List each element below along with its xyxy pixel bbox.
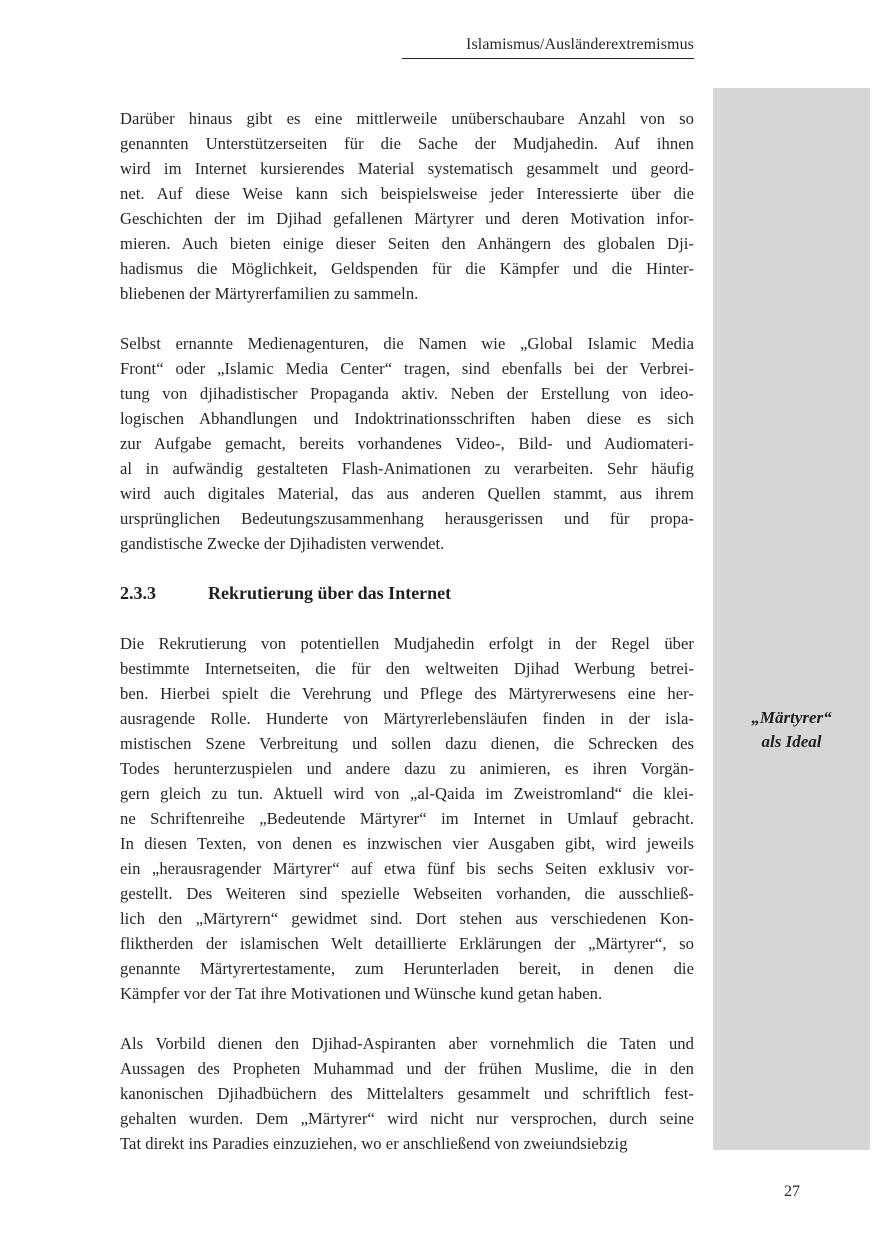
text-line: Tat direkt ins Paradies einzuziehen, wo er anschließend von zweiundsiebzig bbox=[120, 1134, 628, 1153]
text-line: ausragende Rolle. Hunderte von Märtyrerlebensläufen finden in der isla- bbox=[120, 709, 694, 728]
margin-note bbox=[713, 706, 870, 754]
text-line: In diesen Texten, von denen es inzwischen vier Ausgaben gibt, wird jeweils bbox=[120, 834, 694, 853]
text-line: ben. Hierbei spielt die Verehrung und Pflege des Märtyrerwesens eine her- bbox=[120, 684, 694, 703]
section-title: Rekrutierung über das Internet bbox=[208, 583, 452, 603]
text-line: bliebenen der Märtyrerfamilien zu sammeln. bbox=[120, 284, 419, 303]
body-text bbox=[120, 106, 694, 1156]
text-line: ursprünglichen Bedeutungszusammenhang herausgerissen und für propa- bbox=[120, 509, 694, 528]
text-line: Aussagen des Propheten Muhammad und der frühen Muslime, die in den bbox=[120, 1059, 694, 1078]
text-line: ne Schriftenreihe „Bedeutende Märtyrer“ im Internet in Umlauf gebracht. bbox=[120, 809, 694, 828]
margin-note-line: „Märtyrer“ bbox=[751, 708, 832, 727]
text-line: hadismus die Möglichkeit, Geldspenden für die Kämpfer und die Hinter- bbox=[120, 259, 694, 278]
margin-band bbox=[713, 88, 870, 1150]
text-line: fliktherden der islamischen Welt detaillierte Erklärungen der „Märtyrer“, so bbox=[120, 934, 694, 953]
text-line: net. Auf diese Weise kann sich beispielsweise jeder Interessierte über die bbox=[120, 184, 694, 203]
text-line: Kämpfer vor der Tat ihre Motivationen und Wünsche kund getan haben. bbox=[120, 984, 603, 1003]
paragraph bbox=[120, 106, 694, 306]
text-line: wird auch digitales Material, das aus anderen Quellen stammt, aus ihrem bbox=[120, 484, 694, 503]
text-line: gern gleich zu tun. Aktuell wird von „al-Qaida im Zweistromland“ die klei- bbox=[120, 784, 694, 803]
text-line: Als Vorbild dienen den Djihad-Aspiranten aber vornehmlich die Taten und bbox=[120, 1034, 694, 1053]
text-line: genannten Unterstützerseiten für die Sache der Mudjahedin. Auf ihnen bbox=[120, 134, 694, 153]
text-line: genannte Märtyrertestamente, zum Herunterladen bereit, in denen die bbox=[120, 959, 694, 978]
text-line: mistischen Szene Verbreitung und sollen dazu dienen, die Schrecken des bbox=[120, 734, 694, 753]
text-line: bestimmte Internetseiten, die für den weltweiten Djihad Werbung betrei- bbox=[120, 659, 694, 678]
text-line: ein „herausragender Märtyrer“ auf etwa fünf bis sechs Seiten exklusiv vor- bbox=[120, 859, 694, 878]
text-line: tung von djihadistischer Propaganda aktiv. Neben der Erstellung von ideo- bbox=[120, 384, 694, 403]
text-line: gestellt. Des Weiteren sind spezielle Webseiten vorhanden, die ausschließ- bbox=[120, 884, 694, 903]
text-line: Geschichten der im Djihad gefallenen Märtyrer und deren Motivation infor- bbox=[120, 209, 694, 228]
text-line: zur Aufgabe gemacht, bereits vorhandenes Video-, Bild- und Audiomateri- bbox=[120, 434, 694, 453]
text-line: kanonischen Djihadbüchern des Mittelalters gesammelt und schriftlich fest- bbox=[120, 1084, 694, 1103]
margin-note-line: als Ideal bbox=[761, 732, 822, 751]
paragraph bbox=[120, 1031, 694, 1156]
header-rule bbox=[402, 58, 694, 59]
text-line: gehalten wurden. Dem „Märtyrer“ wird nicht nur versprochen, durch seine bbox=[120, 1109, 694, 1128]
text-line: Front“ oder „Islamic Media Center“ tragen, sind ebenfalls bei der Verbrei- bbox=[120, 359, 694, 378]
paragraph bbox=[120, 631, 694, 1006]
text-line: Todes herunterzuspielen und andere dazu zu animieren, es ihren Vorgän- bbox=[120, 759, 694, 778]
text-line: Die Rekrutierung von potentiellen Mudjahedin erfolgt in der Regel über bbox=[120, 634, 694, 653]
paragraph bbox=[120, 331, 694, 556]
text-line: Darüber hinaus gibt es eine mittlerweile unüberschaubare Anzahl von so bbox=[120, 109, 694, 128]
section-number: 2.3.3 bbox=[120, 583, 156, 603]
text-line: Selbst ernannte Medienagenturen, die Namen wie „Global Islamic Media bbox=[120, 334, 694, 353]
page-number: 27 bbox=[784, 1183, 800, 1200]
text-line: al in aufwändig gestalteten Flash-Animationen zu verarbeiten. Sehr häufig bbox=[120, 459, 694, 478]
text-line: logischen Abhandlungen und Indoktrinationsschriften haben diese es sich bbox=[120, 409, 694, 428]
running-header: Islamismus/Ausländerextremismus bbox=[466, 36, 694, 53]
text-line: gandistische Zwecke der Djihadisten verwendet. bbox=[120, 534, 445, 553]
text-line: wird im Internet kursierendes Material systematisch gesammelt und geord- bbox=[120, 159, 694, 178]
text-line: mieren. Auch bieten einige dieser Seiten den Anhängern des globalen Dji- bbox=[120, 234, 694, 253]
text-line: lich den „Märtyrern“ gewidmet sind. Dort stehen aus verschiedenen Kon- bbox=[120, 909, 694, 928]
section-heading bbox=[120, 581, 694, 606]
